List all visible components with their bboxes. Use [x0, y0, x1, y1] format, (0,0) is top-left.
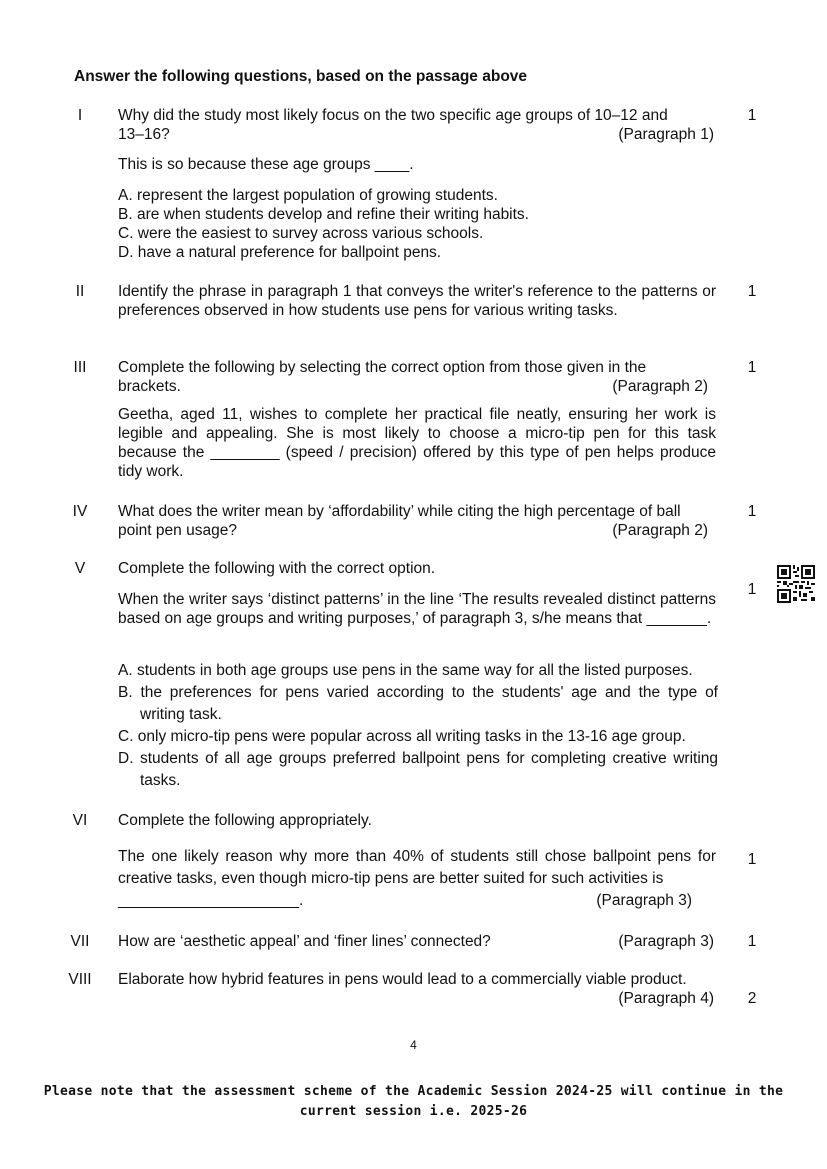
question-3-paragraph-ref: (Paragraph 2) [612, 378, 708, 395]
question-3-line2: brackets. [118, 378, 181, 395]
question-3-line2-row [118, 377, 716, 396]
question-5-options [118, 660, 718, 792]
question-4-line2: point pen usage? [118, 522, 237, 539]
question-2-text: Identify the phrase in paragraph 1 that conveys the writer's reference to the patterns or preferences observed in how students use pens for various writing tasks. [118, 283, 716, 319]
question-6-blank: _____________________. [118, 892, 304, 909]
option-a: A. students in both age groups use pens in the same way for all the listed purposes. [118, 662, 693, 679]
question-number-1: I [77, 107, 83, 124]
question-7-text: How are ‘aesthetic appeal’ and ‘finer lines’ connected? [118, 933, 491, 950]
question-number-8: VIII [68, 971, 92, 988]
footer-line-1: Please note that the assessment scheme of the Academic Session 2024-25 will continue in the [43, 1084, 784, 1099]
question-7-row [118, 932, 716, 951]
question-6-intro: Complete the following appropriately. [118, 812, 372, 829]
option-b: B. the preferences for pens varied according to the students' age and the type of writing task. [118, 684, 718, 723]
question-6-marks: 1 [747, 851, 757, 868]
question-8-marks: 2 [747, 990, 757, 1007]
question-1-marks: 1 [747, 107, 757, 124]
question-4-line2-row [118, 521, 716, 540]
question-number-6: VI [72, 812, 88, 829]
question-number-4: IV [72, 503, 88, 520]
question-4-marks: 1 [747, 503, 757, 520]
option-d: D. have a natural preference for ballpoint pens. [118, 244, 442, 261]
option-b: B. are when students develop and refine their writing habits. [118, 206, 529, 223]
option-c: C. were the easiest to survey across various schools. [118, 225, 484, 242]
question-7-marks: 1 [747, 933, 757, 950]
question-3-passage: Geetha, aged 11, wishes to complete her practical file neatly, ensuring her work is legible and appealing. She is most likely to choose a micro-tip pen for this task because the ________ (speed / precision) offered by this type of pen helps produce tidy work. [118, 406, 716, 480]
question-1-text [118, 106, 716, 144]
option-a: A. represent the largest population of growing students. [118, 187, 498, 204]
question-1-line1: Why did the study most likely focus on the two specific age groups of 10–12 and [118, 107, 668, 124]
question-8-paragraph-ref: (Paragraph 4) [618, 990, 714, 1007]
question-6-blank-row [118, 890, 716, 912]
question-5-intro: Complete the following with the correct option. [118, 560, 436, 577]
question-1-line2: 13–16? [118, 126, 170, 143]
question-number-5: V [74, 560, 86, 577]
option-c: C. only micro-tip pens were popular across all writing tasks in the 13-16 age group. [118, 728, 686, 745]
question-3-line1: Complete the following by selecting the correct option from those given in the [118, 359, 647, 376]
page-number: 4 [410, 1038, 417, 1052]
section-heading: Answer the following questions, based on the passage above [74, 68, 528, 85]
question-6-paragraph-ref: (Paragraph 3) [596, 892, 692, 909]
qr-code [777, 565, 815, 603]
question-7-paragraph-ref: (Paragraph 3) [618, 933, 714, 950]
question-4-paragraph-ref: (Paragraph 2) [612, 522, 708, 539]
question-1-stem: This is so because these age groups ____. [118, 156, 414, 173]
question-1-line2-row [118, 125, 716, 144]
question-4-text [118, 502, 716, 540]
option-d: D. students of all age groups preferred ballpoint pens for completing creative writing tasks. [118, 750, 718, 789]
question-3-intro [118, 358, 716, 396]
footer-note [0, 1082, 827, 1122]
question-8-text: Elaborate how hybrid features in pens would lead to a commercially viable product. [118, 971, 687, 988]
question-4-line1: What does the writer mean by ‘affordability’ while citing the high percentage of ball [118, 503, 681, 520]
question-6-passage [118, 846, 716, 912]
question-number-2: II [75, 283, 85, 300]
question-number-7: VII [70, 933, 90, 950]
question-2-marks: 1 [747, 283, 757, 300]
question-3-marks: 1 [747, 359, 757, 376]
question-1-paragraph-ref: (Paragraph 1) [618, 126, 714, 143]
question-6-text: The one likely reason why more than 40% of students still chose ballpoint pens for creative tasks, even though micro-tip pens are better suited for such activities is [118, 848, 716, 887]
question-number-3: III [73, 359, 87, 376]
footer-line-2: current session i.e. 2025-26 [299, 1104, 528, 1119]
question-5-passage: When the writer says ‘distinct patterns’ in the line ‘The results revealed distinct patterns based on age groups and writing purposes,’ of paragraph 3, s/he means that _______. [118, 591, 716, 627]
question-5-marks: 1 [747, 581, 757, 598]
question-8-ref-row [118, 989, 716, 1008]
question-1-options [118, 186, 718, 262]
